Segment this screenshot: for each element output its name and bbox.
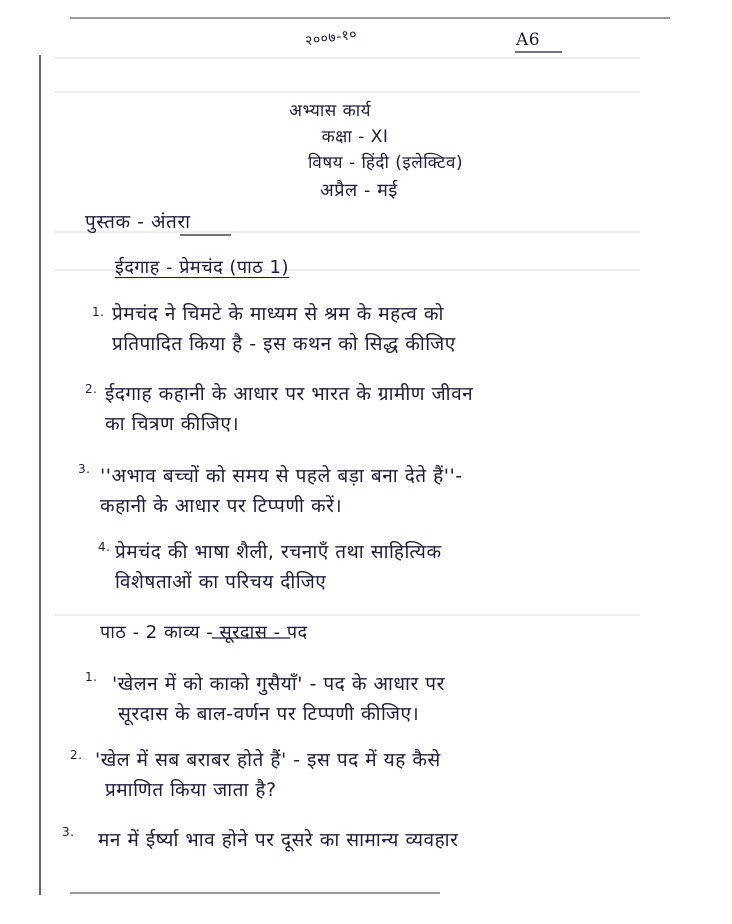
question-text: 'खेलन में को काको गुसैयाँ' - पद के आधार पर bbox=[112, 673, 445, 695]
question-number: 2. bbox=[85, 382, 98, 396]
question-text: कहानी के आधार पर टिप्पणी करें। bbox=[100, 495, 343, 517]
question-text: प्रेमचंद की भाषा शैली, रचनाएँ तथा साहित्यिक bbox=[115, 541, 442, 563]
question-number: 2. bbox=[70, 748, 83, 762]
question-text: का चित्रण कीजिए। bbox=[105, 413, 240, 435]
question-text: सूरदास के बाल-वर्णन पर टिप्पणी कीजिए। bbox=[118, 703, 420, 725]
question-text: विशेषताओं का परिचय दीजिए bbox=[115, 571, 327, 593]
question-text: 'खेल में सब बराबर होते हैं' - इस पद में यह कैसे bbox=[95, 749, 441, 771]
subject-label: विषय - हिंदी (इलेक्टिव) bbox=[308, 153, 464, 173]
lesson2-heading: पाठ - 2 काव्य - सूरदास - पद bbox=[100, 622, 308, 643]
question-text: प्रेमचंद ने चिमटे के माध्यम से श्रम के महत्व को bbox=[112, 303, 444, 325]
lesson1-heading: ईदगाह - प्रेमचंद (पाठ 1) bbox=[115, 257, 289, 278]
page-ref: A6 bbox=[516, 30, 541, 50]
question-text: प्रमाणित किया जाता है? bbox=[105, 779, 277, 801]
question-number: 1. bbox=[92, 305, 105, 319]
question-number: 4. bbox=[98, 540, 111, 554]
question-text: प्रतिपादित किया है - इस कथन को सिद्ध कीजिए bbox=[112, 333, 456, 355]
assignment-title: अभ्यास कार्य bbox=[288, 101, 372, 121]
month-label: अप्रैल - मई bbox=[320, 180, 398, 201]
question-text: मन में ईर्ष्या भाव होने पर दूसरे का सामान्य व्यवहार bbox=[98, 829, 459, 851]
date-scribble: २००७-१० bbox=[304, 26, 359, 50]
book-title: पुस्तक - अंतरा bbox=[85, 211, 191, 233]
question-text: ''अभाव बच्चों को समय से पहले बड़ा बना देते हैं''- bbox=[100, 465, 463, 487]
question-number: 1. bbox=[85, 670, 98, 684]
question-number: 3. bbox=[62, 825, 75, 839]
question-text: ईदगाह कहानी के आधार पर भारत के ग्रामीण जीवन bbox=[105, 383, 474, 405]
class-label: कक्षा - XI bbox=[321, 127, 389, 147]
question-number: 3. bbox=[78, 462, 91, 476]
